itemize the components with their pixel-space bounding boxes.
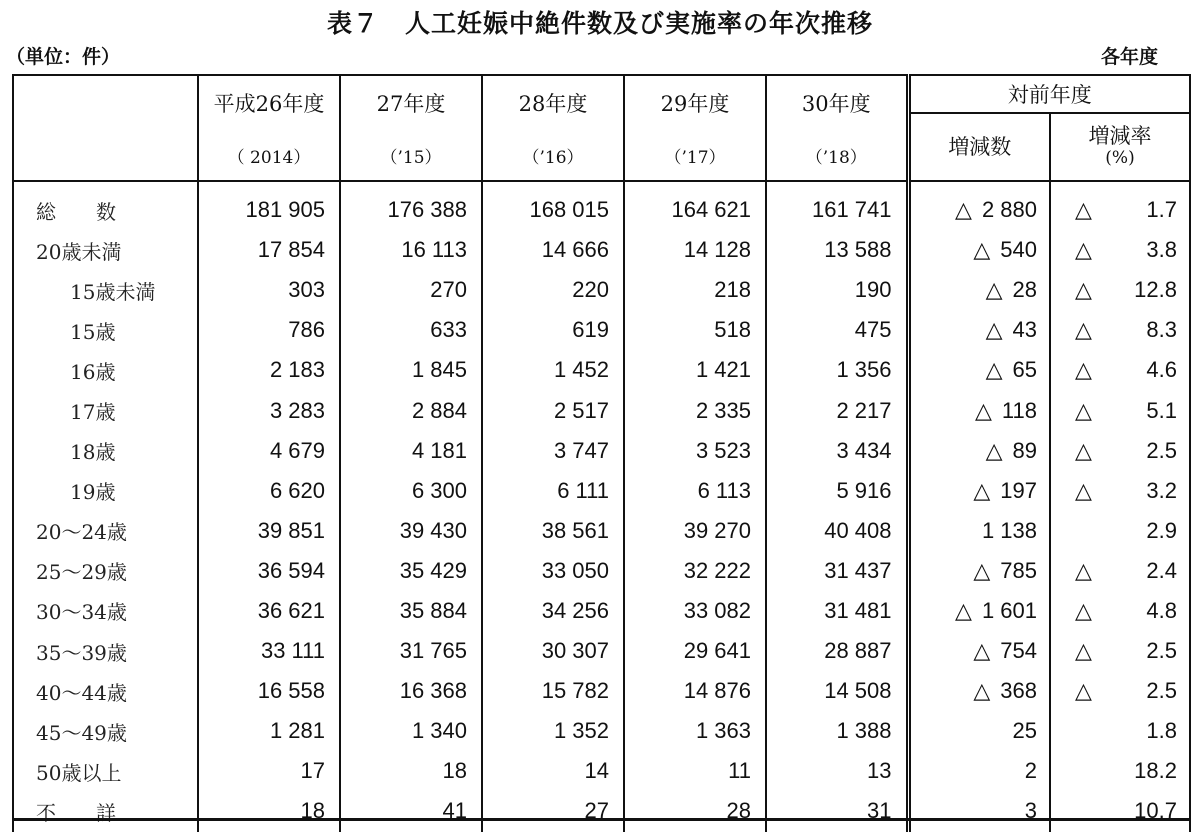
change-count-cell (908, 310, 1050, 350)
year-value-cell: 13 588 (766, 230, 908, 270)
table-row (13, 791, 1190, 831)
year-value-cell: 3 434 (766, 431, 908, 471)
change-count-value: 89 (1012, 437, 1037, 463)
year-value-cell: 13 (766, 751, 908, 791)
year-value-cell: 16 558 (198, 671, 340, 711)
decrease-mark-icon: △ (973, 638, 991, 664)
table-row (13, 181, 1190, 230)
change-rate-cell (1050, 350, 1190, 390)
decrease-mark-icon: △ (955, 197, 972, 223)
year-value-cell: 14 508 (766, 671, 908, 711)
change-count-value: 754 (1000, 638, 1037, 664)
year-value-cell: 18 (198, 791, 340, 831)
table-row (13, 431, 1190, 471)
change-count-cell (908, 631, 1050, 671)
year-value-cell: 1 281 (198, 711, 340, 751)
change-rate-value: 2.4 (1146, 557, 1177, 583)
change-count-cell (908, 711, 1050, 751)
year-value-cell: 4 181 (340, 431, 482, 471)
year-value-cell: 181 905 (198, 181, 340, 230)
year-value-cell: 14 128 (624, 230, 766, 270)
change-count-cell (908, 671, 1050, 711)
year-value-cell: 176 388 (340, 181, 482, 230)
decrease-mark-icon: △ (973, 237, 991, 263)
year-sub-3: （’17） (624, 130, 766, 181)
year-value-cell: 39 851 (198, 511, 340, 551)
year-value-cell: 33 111 (198, 631, 340, 671)
decrease-mark-icon: △ (1075, 638, 1092, 664)
year-sub-0: （ 2014） (198, 130, 340, 181)
year-value-cell: 17 854 (198, 230, 340, 270)
year-value-cell: 2 217 (766, 390, 908, 430)
year-value-cell: 39 430 (340, 511, 482, 551)
change-rate-cell (1050, 791, 1190, 831)
change-rate-value: 12.8 (1134, 277, 1177, 303)
change-rate-cell (1050, 631, 1190, 671)
change-rate-cell (1050, 390, 1190, 430)
unit-label: （単位：件） (6, 46, 121, 68)
change-rate-value: 2.5 (1146, 638, 1177, 664)
decrease-mark-icon: △ (1075, 397, 1092, 423)
year-value-cell: 220 (482, 270, 624, 310)
decrease-mark-icon: △ (1075, 437, 1092, 463)
change-count-cell (908, 390, 1050, 430)
year-value-cell: 3 283 (198, 390, 340, 430)
decrease-mark-icon: △ (1075, 357, 1092, 383)
change-count-cell (908, 350, 1050, 390)
change-rate-cell (1050, 431, 1190, 471)
decrease-mark-icon: △ (1075, 678, 1092, 704)
row-label: 18歳 (13, 431, 198, 471)
year-value-cell: 3 523 (624, 431, 766, 471)
table-row (13, 350, 1190, 390)
decrease-mark-icon: △ (985, 437, 1003, 463)
change-count-cell (908, 230, 1050, 270)
year-value-cell: 4 679 (198, 431, 340, 471)
table-row (13, 551, 1190, 591)
change-rate-cell (1050, 511, 1190, 551)
change-count-header: 増減数 (908, 113, 1050, 181)
year-value-cell: 15 782 (482, 671, 624, 711)
decrease-mark-icon: △ (1075, 277, 1092, 303)
change-rate-value: 3.8 (1146, 237, 1177, 263)
year-value-cell: 31 481 (766, 591, 908, 631)
change-rate-value: 1.7 (1146, 197, 1177, 223)
change-rate-value: 10.7 (1134, 798, 1177, 824)
year-value-cell: 11 (624, 751, 766, 791)
decrease-mark-icon: △ (1075, 477, 1092, 503)
row-label: 15歳未満 (13, 270, 198, 310)
row-label: 45～49歳 (13, 711, 198, 751)
year-value-cell: 35 884 (340, 591, 482, 631)
change-count-cell (908, 791, 1050, 831)
year-value-cell: 18 (340, 751, 482, 791)
year-value-cell: 1 388 (766, 711, 908, 751)
year-value-cell: 29 641 (624, 631, 766, 671)
table-row (13, 631, 1190, 671)
table-row (13, 511, 1190, 551)
table-row (13, 390, 1190, 430)
change-rate-value: 8.3 (1146, 317, 1177, 343)
year-header-0: 平成26年度 (198, 75, 340, 130)
year-value-cell: 633 (340, 310, 482, 350)
change-rate-cell (1050, 711, 1190, 751)
decrease-mark-icon: △ (985, 277, 1003, 303)
change-count-value: 1 601 (981, 597, 1037, 623)
row-label: 総 数 (13, 181, 198, 230)
year-sub-4: （’18） (766, 130, 908, 181)
row-label: 17歳 (13, 390, 198, 430)
change-rate-cell (1050, 751, 1190, 791)
change-rate-value: 4.8 (1146, 597, 1177, 623)
year-value-cell: 35 429 (340, 551, 482, 591)
row-label: 19歳 (13, 471, 198, 511)
table-row (13, 270, 1190, 310)
year-value-cell: 34 256 (482, 591, 624, 631)
change-group-header: 対前年度 (908, 75, 1190, 113)
change-rate-value: 2.9 (1146, 517, 1177, 543)
year-value-cell: 1 356 (766, 350, 908, 390)
change-count-cell (908, 471, 1050, 511)
decrease-mark-icon: △ (1075, 237, 1092, 263)
period-label: 各年度 (1100, 46, 1158, 68)
year-value-cell: 36 621 (198, 591, 340, 631)
year-value-cell: 33 082 (624, 591, 766, 631)
change-rate-value: 3.2 (1146, 477, 1177, 503)
row-label: 20歳未満 (13, 230, 198, 270)
change-count-cell (908, 551, 1050, 591)
year-value-cell: 16 368 (340, 671, 482, 711)
table-row (13, 591, 1190, 631)
row-label: 不 詳 (13, 791, 198, 831)
year-sub-2: （’16） (482, 130, 624, 181)
change-count-value: 2 (1024, 758, 1037, 784)
change-rate-value: 2.5 (1146, 678, 1177, 704)
row-label-header (13, 75, 198, 181)
change-rate-cell (1050, 671, 1190, 711)
year-value-cell: 1 421 (624, 350, 766, 390)
year-value-cell: 161 741 (766, 181, 908, 230)
year-value-cell: 1 363 (624, 711, 766, 751)
change-rate-cell (1050, 270, 1190, 310)
year-value-cell: 1 452 (482, 350, 624, 390)
change-rate-cell (1050, 551, 1190, 591)
year-value-cell: 14 666 (482, 230, 624, 270)
year-value-cell: 190 (766, 270, 908, 310)
year-value-cell: 14 876 (624, 671, 766, 711)
year-value-cell: 303 (198, 270, 340, 310)
year-sub-1: （’15） (340, 130, 482, 181)
decrease-mark-icon: △ (973, 678, 991, 704)
year-value-cell: 33 050 (482, 551, 624, 591)
year-value-cell: 6 300 (340, 471, 482, 511)
change-rate-cell (1050, 230, 1190, 270)
year-value-cell: 164 621 (624, 181, 766, 230)
change-rate-cell (1050, 310, 1190, 350)
year-value-cell: 218 (624, 270, 766, 310)
year-value-cell: 1 352 (482, 711, 624, 751)
row-label: 30～34歳 (13, 591, 198, 631)
year-value-cell: 1 340 (340, 711, 482, 751)
decrease-mark-icon: △ (985, 357, 1003, 383)
year-header-2: 28年度 (482, 75, 624, 130)
row-label: 16歳 (13, 350, 198, 390)
change-rate-cell (1050, 591, 1190, 631)
decrease-mark-icon: △ (1075, 557, 1092, 583)
change-count-value: 65 (1012, 357, 1037, 383)
row-label: 50歳以上 (13, 751, 198, 791)
year-value-cell: 17 (198, 751, 340, 791)
year-value-cell: 38 561 (482, 511, 624, 551)
year-value-cell: 2 183 (198, 350, 340, 390)
row-label: 20～24歳 (13, 511, 198, 551)
year-value-cell: 619 (482, 310, 624, 350)
change-count-cell (908, 270, 1050, 310)
change-rate-value: 18.2 (1134, 758, 1177, 784)
change-count-value: 540 (1000, 237, 1037, 263)
year-value-cell: 40 408 (766, 511, 908, 551)
change-rate-header (1050, 113, 1190, 181)
year-value-cell: 14 (482, 751, 624, 791)
table-row (13, 310, 1190, 350)
year-value-cell: 5 916 (766, 471, 908, 511)
change-count-cell (908, 751, 1050, 791)
change-count-value: 43 (1012, 317, 1037, 343)
change-count-value: 197 (1000, 477, 1037, 503)
change-count-cell (908, 181, 1050, 230)
decrease-mark-icon: △ (955, 597, 972, 623)
table-title: 表７ 人工妊娠中絶件数及び実施率の年次推移 (326, 9, 873, 38)
change-count-value: 1 138 (981, 517, 1037, 543)
decrease-mark-icon: △ (1075, 597, 1092, 623)
year-value-cell: 475 (766, 310, 908, 350)
year-value-cell: 168 015 (482, 181, 624, 230)
decrease-mark-icon: △ (973, 557, 991, 583)
year-value-cell: 270 (340, 270, 482, 310)
change-rate-value: 1.8 (1146, 718, 1177, 744)
change-count-value: 785 (1000, 557, 1037, 583)
decrease-mark-icon: △ (975, 397, 992, 423)
decrease-mark-icon: △ (1075, 197, 1092, 223)
change-count-cell (908, 431, 1050, 471)
year-value-cell: 6 111 (482, 471, 624, 511)
year-value-cell: 31 (766, 791, 908, 831)
decrease-mark-icon: △ (1075, 317, 1092, 343)
change-count-value: 118 (1001, 397, 1037, 423)
year-value-cell: 3 747 (482, 431, 624, 471)
abortion-statistics-table (12, 74, 1191, 832)
year-value-cell: 1 845 (340, 350, 482, 390)
table-bottom-rule (12, 818, 1189, 821)
change-count-value: 368 (1000, 678, 1037, 704)
change-rate-value: 2.5 (1146, 437, 1177, 463)
year-value-cell: 41 (340, 791, 482, 831)
year-value-cell: 6 620 (198, 471, 340, 511)
change-count-value: 25 (1012, 718, 1037, 744)
year-value-cell: 28 887 (766, 631, 908, 671)
change-rate-value: 4.6 (1146, 357, 1177, 383)
year-header-4: 30年度 (766, 75, 908, 130)
year-header-1: 27年度 (340, 75, 482, 130)
table-row (13, 671, 1190, 711)
decrease-mark-icon: △ (985, 317, 1003, 343)
year-value-cell: 31 437 (766, 551, 908, 591)
change-count-value: 3 (1024, 798, 1037, 824)
year-value-cell: 39 270 (624, 511, 766, 551)
change-rate-unit: (%) (1105, 148, 1135, 168)
change-rate-value: 5.1 (1146, 397, 1177, 423)
change-count-cell (908, 511, 1050, 551)
year-header-3: 29年度 (624, 75, 766, 130)
year-value-cell: 16 113 (340, 230, 482, 270)
year-value-cell: 27 (482, 791, 624, 831)
table-body (13, 181, 1190, 832)
year-value-cell: 2 884 (340, 390, 482, 430)
year-value-cell: 28 (624, 791, 766, 831)
change-rate-cell (1050, 471, 1190, 511)
table-row (13, 711, 1190, 751)
year-value-cell: 2 335 (624, 390, 766, 430)
row-label: 35～39歳 (13, 631, 198, 671)
change-count-cell (908, 591, 1050, 631)
year-value-cell: 518 (624, 310, 766, 350)
row-label: 25～29歳 (13, 551, 198, 591)
year-value-cell: 2 517 (482, 390, 624, 430)
table-row (13, 751, 1190, 791)
decrease-mark-icon: △ (973, 477, 991, 503)
year-value-cell: 30 307 (482, 631, 624, 671)
year-value-cell: 32 222 (624, 551, 766, 591)
change-rate-label: 増減率 (1088, 124, 1152, 148)
table-row (13, 471, 1190, 511)
table-row (13, 230, 1190, 270)
year-value-cell: 36 594 (198, 551, 340, 591)
change-count-value: 2 880 (981, 197, 1037, 223)
row-label: 15歳 (13, 310, 198, 350)
year-value-cell: 786 (198, 310, 340, 350)
year-value-cell: 31 765 (340, 631, 482, 671)
row-label: 40～44歳 (13, 671, 198, 711)
change-count-value: 28 (1012, 277, 1037, 303)
year-value-cell: 6 113 (624, 471, 766, 511)
change-rate-cell (1050, 181, 1190, 230)
